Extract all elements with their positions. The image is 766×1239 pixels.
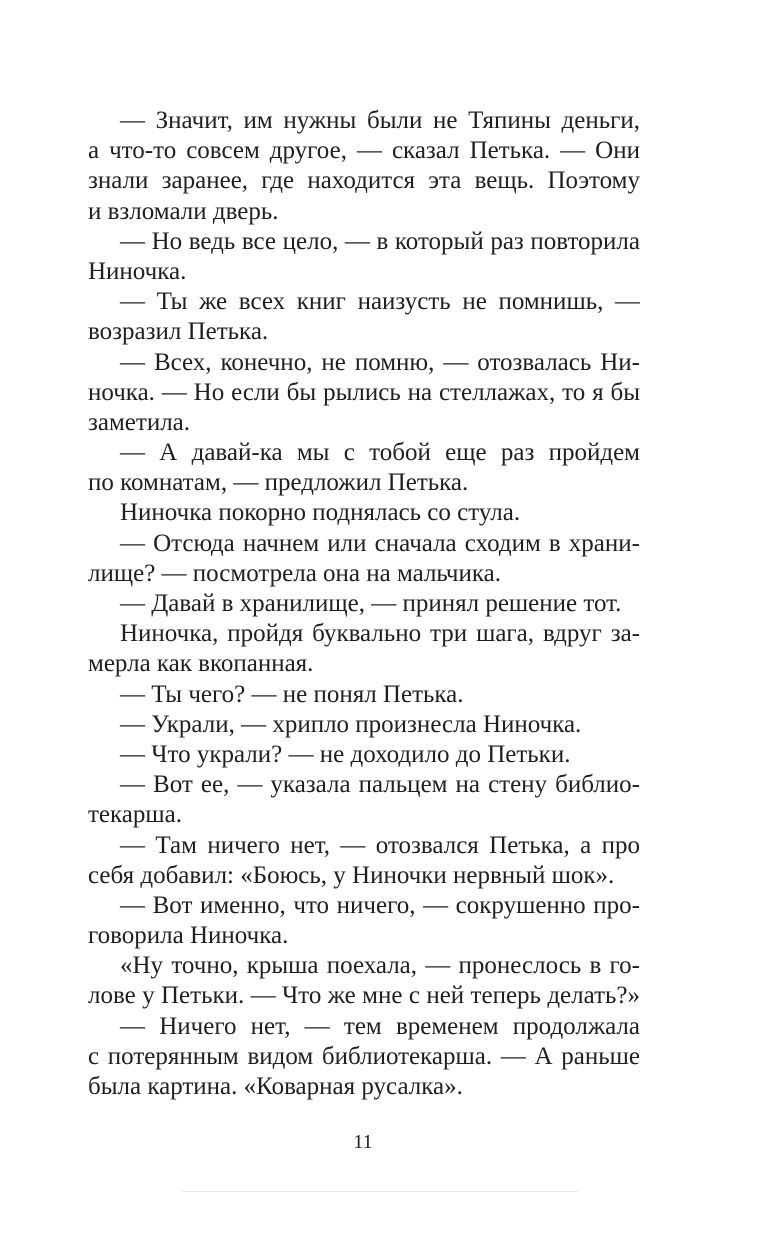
text-line: была картина. «Коварная русалка». [88, 1073, 463, 1100]
text-line: — Но ведь все цело, — в который раз повторила [120, 227, 640, 255]
text-line: — Всех, конечно, не помню, — отозвалась Ни- [120, 348, 640, 376]
text-line: — Давай в хранилище, — принял решение тот. [120, 590, 622, 617]
text-line: лище? — посмотрела она на мальчика. [88, 559, 501, 587]
body-text [88, 106, 640, 1102]
text-line: — Значит, им нужны были не Тяпины деньги, [120, 107, 640, 134]
text-line: лове у Петьки. — Что же мне с ней теперь делать?» [88, 982, 640, 1010]
text-line: возразил Петька. [88, 318, 269, 346]
text-line: — Вот ее, — указала пальцем на стену библио- [120, 771, 640, 799]
text-line: «Ну точно, крыша поехала, — пронеслось в го- [120, 952, 640, 980]
text-line: а что-то совсем другое, — сказал Петька. — Они [88, 137, 640, 165]
text-line: ночка. — Но если бы рылись на стеллажах, то я бы [88, 378, 640, 406]
text-line: Ниночка. [88, 257, 187, 285]
page-number: 11 [353, 1131, 373, 1153]
text-line: говорила Ниночка. [88, 922, 289, 950]
text-line: текарша. [88, 801, 182, 829]
text-line: Ниночка, пройдя буквально три шага, вдруг за- [120, 620, 640, 648]
text-line: — Что украли? — не доходило до Петьки. [120, 740, 571, 768]
text-line: себя добавил: «Боюсь, у Ниночки нервный шок». [88, 861, 615, 889]
text-line: — Там ничего нет, — отозвался Петька, а про [120, 831, 640, 859]
text-line: — Отсюда начнем или сначала сходим в храни- [120, 529, 640, 557]
bottom-rule [182, 1191, 578, 1192]
text-line: — Украли, — хрипло произнесла Ниночка. [120, 710, 582, 738]
text-line: и взломали дверь. [88, 197, 279, 225]
text-line: с потерянным видом библиотекарша. — А раньше [88, 1042, 640, 1070]
text-line: — Ничего нет, — тем временем продолжала [120, 1012, 640, 1040]
text-line: знали заранее, где находится эта вещь. Поэтому [88, 167, 640, 195]
text-line: заметила. [88, 408, 191, 436]
text-line: — Ты чего? — не понял Петька. [120, 680, 464, 708]
text-line: — Вот именно, что ничего, — сокрушенно про- [120, 891, 640, 919]
text-line: — Ты же всех книг наизусть не помнишь, — [120, 288, 640, 316]
text-line: — А давай-ка мы с тобой еще раз пройдем [120, 439, 640, 467]
text-line: по комнатам, — предложил Петька. [88, 469, 469, 497]
text-line: мерла как вкопанная. [88, 650, 314, 678]
text-line: Ниночка покорно поднялась со стула. [120, 499, 521, 527]
